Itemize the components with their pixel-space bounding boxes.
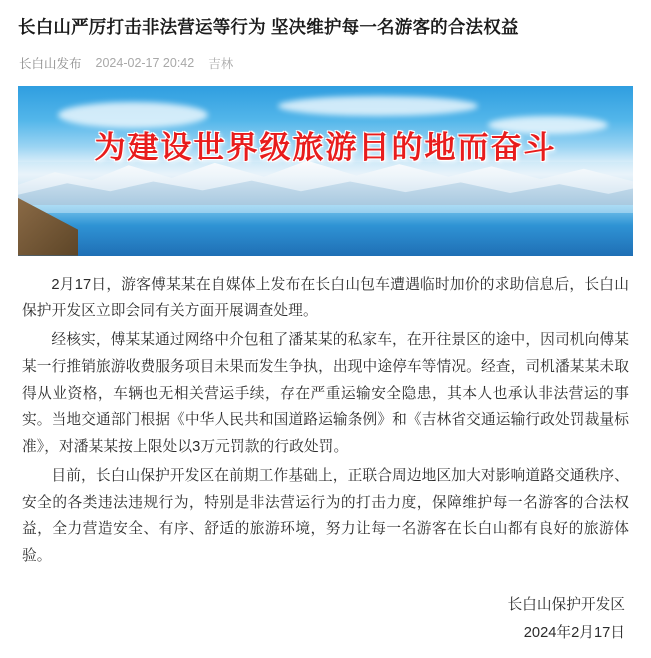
signature-org: 长白山保护开发区 bbox=[507, 596, 625, 613]
article-source: 长白山发布 bbox=[19, 56, 82, 71]
article-timestamp: 2024-02-17 20:42 bbox=[95, 55, 195, 70]
article-region: 吉林 bbox=[208, 56, 234, 71]
article-signature bbox=[18, 592, 633, 648]
hero-banner-text: 为建设世界级旅游目的地而奋斗 bbox=[94, 129, 557, 166]
article-meta bbox=[18, 54, 633, 72]
lake-water bbox=[18, 205, 633, 256]
signature-date: 2024年2月17日 bbox=[523, 624, 625, 641]
article-paragraph: 2月17日，游客傅某某在自媒体上发布在长白山包车遭遇临时加价的求助信息后，长白山保护开发区立即会同有关方面开展调查处理。 bbox=[22, 276, 629, 320]
hero-image bbox=[18, 86, 633, 256]
article-body bbox=[18, 268, 633, 570]
page-title: 长白山严厉打击非法营运等行为 坚决维护每一名游客的合法权益 bbox=[18, 17, 519, 37]
cloud-shape bbox=[278, 96, 478, 116]
article-paragraph: 目前，长白山保护开发区在前期工作基础上，正联合周边地区加大对影响道路交通秩序、安全的各类违法违规行为，特别是非法营运行为的打击力度，保障维护每一名游客的合法权益，全力营造安全、有序、舒适的旅游环境，努力让每一名游客在长白山都有良好的旅游体验。 bbox=[22, 467, 629, 565]
article-paragraph: 经核实，傅某某通过网络中介包租了潘某某的私家车，在开往景区的途中，因司机向傅某某一行推销旅游收费服务项目未果而发生争执，出现中途停车等情况。经查，司机潘某某未取得从业资格，车辆也无相关营运手续，存在严重运输安全隐患，其本人也承认非法营运的事实。当地交通部门根据《中华人民共和国道路运输条例》和《吉林省交通运输行政处罚裁量标准》，对潘某某按上限处以3万元罚款的行政处罚。 bbox=[22, 332, 629, 456]
